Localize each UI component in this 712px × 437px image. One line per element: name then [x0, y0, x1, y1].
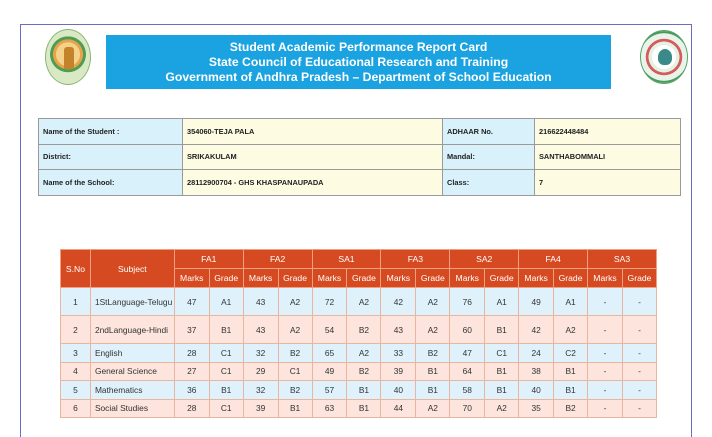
grade-cell: A2 — [347, 288, 381, 316]
marks-cell: 70 — [450, 399, 485, 418]
class-label: Class: — [443, 170, 535, 196]
grade-cell: A2 — [347, 344, 381, 363]
marks-table-row — [61, 344, 657, 363]
grade-cell: B1 — [485, 381, 519, 400]
school-value: 28112900704 - GHS KHASPANAUPADA — [183, 170, 443, 196]
grade-cell: A2 — [485, 399, 519, 418]
grade-cell: A2 — [416, 316, 450, 344]
marks-cell: 54 — [312, 316, 347, 344]
sno-cell: 5 — [61, 381, 91, 400]
marks-cell: 39 — [381, 362, 416, 381]
grade-cell: B1 — [554, 381, 588, 400]
grade-header: Grade — [485, 269, 519, 288]
marks-cell: 64 — [450, 362, 485, 381]
exam-header-fa1: FA1 — [174, 250, 243, 269]
marks-header: Marks — [243, 269, 278, 288]
grade-cell: B1 — [485, 316, 519, 344]
marks-cell: 63 — [312, 399, 347, 418]
grade-cell: - — [622, 362, 656, 381]
grade-cell: B1 — [485, 362, 519, 381]
class-value: 7 — [535, 170, 681, 196]
grade-cell: B2 — [278, 344, 312, 363]
marks-header: Marks — [312, 269, 347, 288]
student-name-label: Name of the Student : — [39, 119, 183, 145]
grade-cell: A2 — [278, 288, 312, 316]
marks-cell: 36 — [174, 381, 209, 400]
sno-header: S.No — [61, 250, 91, 288]
marks-header: Marks — [519, 269, 554, 288]
report-card-header-banner — [106, 35, 611, 89]
grade-header: Grade — [554, 269, 588, 288]
marks-cell: 43 — [243, 316, 278, 344]
exam-header-sa3: SA3 — [588, 250, 657, 269]
grade-cell: A1 — [554, 288, 588, 316]
sno-cell: 2 — [61, 316, 91, 344]
marks-table-row — [61, 381, 657, 400]
aadhaar-label: ADHAAR No. — [443, 119, 535, 145]
grade-cell: C1 — [209, 399, 243, 418]
exam-header-fa2: FA2 — [243, 250, 312, 269]
marks-table-row — [61, 399, 657, 418]
grade-header: Grade — [278, 269, 312, 288]
marks-cell: - — [588, 316, 623, 344]
marks-header: Marks — [450, 269, 485, 288]
district-label: District: — [39, 144, 183, 170]
grade-cell: A1 — [485, 288, 519, 316]
grade-cell: - — [622, 316, 656, 344]
grade-cell: A2 — [278, 316, 312, 344]
department-name: Government of Andhra Pradesh – Department of School Education — [165, 70, 552, 84]
exam-header-sa1: SA1 — [312, 250, 381, 269]
marks-cell: 49 — [312, 362, 347, 381]
marks-cell: 60 — [450, 316, 485, 344]
mandal-value: SANTHABOMMALI — [535, 144, 681, 170]
marks-table-row — [61, 316, 657, 344]
marks-cell: 47 — [450, 344, 485, 363]
school-label: Name of the School: — [39, 170, 183, 196]
marks-cell: 33 — [381, 344, 416, 363]
marks-cell: 40 — [381, 381, 416, 400]
district-value: SRIKAKULAM — [183, 144, 443, 170]
grade-cell: - — [622, 344, 656, 363]
marks-cell: 29 — [243, 362, 278, 381]
marks-cell: 27 — [174, 362, 209, 381]
grade-cell: - — [622, 381, 656, 400]
andhra-pradesh-emblem-logo — [45, 29, 91, 85]
grade-cell: C1 — [278, 362, 312, 381]
grade-cell: B1 — [209, 381, 243, 400]
marks-header: Marks — [174, 269, 209, 288]
grade-cell: B2 — [554, 399, 588, 418]
grade-header: Grade — [347, 269, 381, 288]
marks-cell: 49 — [519, 288, 554, 316]
marks-cell: - — [588, 381, 623, 400]
marks-cell: 76 — [450, 288, 485, 316]
subject-cell: Mathematics — [90, 381, 174, 400]
grade-cell: B2 — [278, 381, 312, 400]
grade-cell: B1 — [554, 362, 588, 381]
subject-cell: 2ndLanguage-Hindi — [90, 316, 174, 344]
marks-cell: 43 — [381, 316, 416, 344]
report-card-title: Student Academic Performance Report Card — [229, 40, 488, 54]
marks-cell: 57 — [312, 381, 347, 400]
scert-seal-logo — [640, 30, 688, 84]
mandal-label: Mandal: — [443, 144, 535, 170]
marks-cell: 37 — [174, 316, 209, 344]
subject-cell: English — [90, 344, 174, 363]
marks-cell: 42 — [381, 288, 416, 316]
subject-cell: 1StLanguage-Telugu — [90, 288, 174, 316]
marks-cell: 72 — [312, 288, 347, 316]
exam-header-fa4: FA4 — [519, 250, 588, 269]
exam-header-row — [61, 250, 657, 269]
exam-header-sa2: SA2 — [450, 250, 519, 269]
marks-cell: - — [588, 399, 623, 418]
grade-cell: C1 — [209, 344, 243, 363]
marks-cell: 38 — [519, 362, 554, 381]
marks-cell: 32 — [243, 381, 278, 400]
student-name-value: 354060-TEJA PALA — [183, 119, 443, 145]
marks-cell: 58 — [450, 381, 485, 400]
marks-cell: 24 — [519, 344, 554, 363]
marks-cell: 44 — [381, 399, 416, 418]
grade-cell: B2 — [347, 316, 381, 344]
grade-cell: C2 — [554, 344, 588, 363]
sno-cell: 6 — [61, 399, 91, 418]
marks-cell: 47 — [174, 288, 209, 316]
grade-cell: B1 — [347, 381, 381, 400]
grade-cell: B2 — [416, 344, 450, 363]
marks-cell: 35 — [519, 399, 554, 418]
student-info-row — [39, 144, 681, 170]
marks-header: Marks — [381, 269, 416, 288]
student-info-row — [39, 119, 681, 145]
grade-cell: - — [622, 399, 656, 418]
marks-cell: 40 — [519, 381, 554, 400]
marks-cell: - — [588, 288, 623, 316]
sno-cell: 4 — [61, 362, 91, 381]
marks-table-row — [61, 362, 657, 381]
marks-cell: - — [588, 362, 623, 381]
grade-cell: B1 — [416, 381, 450, 400]
grade-cell: A2 — [416, 288, 450, 316]
sno-cell: 3 — [61, 344, 91, 363]
subject-cell: General Science — [90, 362, 174, 381]
sno-cell: 1 — [61, 288, 91, 316]
grade-header: Grade — [209, 269, 243, 288]
marks-cell: 28 — [174, 344, 209, 363]
grade-cell: A1 — [209, 288, 243, 316]
grade-header: Grade — [622, 269, 656, 288]
grade-cell: C1 — [485, 344, 519, 363]
marks-table — [60, 249, 657, 418]
aadhaar-value: 216622448484 — [535, 119, 681, 145]
marks-header: Marks — [588, 269, 623, 288]
student-info-row — [39, 170, 681, 196]
subject-header: Subject — [90, 250, 174, 288]
marks-cell: 28 — [174, 399, 209, 418]
student-info-table — [38, 118, 681, 196]
marks-cell: 42 — [519, 316, 554, 344]
grade-cell: A2 — [554, 316, 588, 344]
grade-cell: C1 — [209, 362, 243, 381]
marks-cell: 39 — [243, 399, 278, 418]
grade-cell: B2 — [347, 362, 381, 381]
grade-header: Grade — [416, 269, 450, 288]
marks-cell: 43 — [243, 288, 278, 316]
council-name: State Council of Educational Research and Training — [208, 55, 509, 69]
grade-cell: B1 — [416, 362, 450, 381]
grade-cell: A2 — [416, 399, 450, 418]
grade-cell: - — [622, 288, 656, 316]
exam-header-fa3: FA3 — [381, 250, 450, 269]
grade-cell: B1 — [347, 399, 381, 418]
marks-cell: - — [588, 344, 623, 363]
grade-cell: B1 — [209, 316, 243, 344]
marks-cell: 65 — [312, 344, 347, 363]
marks-table-body — [61, 288, 657, 418]
subject-cell: Social Studies — [90, 399, 174, 418]
marks-table-row — [61, 288, 657, 316]
marks-cell: 32 — [243, 344, 278, 363]
grade-cell: B1 — [278, 399, 312, 418]
